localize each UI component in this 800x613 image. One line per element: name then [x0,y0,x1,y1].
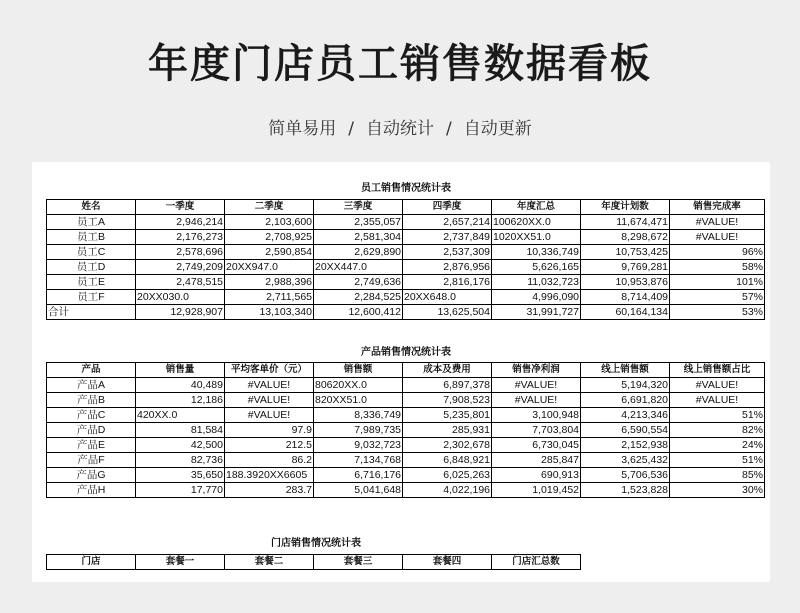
table-row [47,393,765,408]
table-cell[interactable]: 6,590,554 [581,423,670,438]
table-row [47,423,765,438]
table-cell[interactable]: 13,625,504 [403,305,492,320]
table-cell[interactable]: 4,022,196 [403,483,492,498]
table-cell[interactable]: 12,186 [136,393,225,408]
table-row [47,275,765,290]
table-cell[interactable]: 9,032,723 [314,438,403,453]
column-header[interactable]: 门店汇总数 [492,555,581,570]
table-cell[interactable]: 2,988,396 [225,275,314,290]
table-cell[interactable]: 420XX.0 [136,408,225,423]
table-cell[interactable]: 产品F [47,453,136,468]
table-cell[interactable]: 20XX447.0 [314,260,403,275]
table-cell[interactable]: 80620XX.0 [314,378,403,393]
table-cell[interactable]: #VALUE! [670,378,765,393]
table-cell[interactable]: 8,714,409 [581,290,670,305]
column-header[interactable]: 产品 [47,363,136,378]
table-cell[interactable]: #VALUE! [670,393,765,408]
column-header[interactable]: 销售净利润 [492,363,581,378]
table-cell[interactable]: 2,302,678 [403,438,492,453]
product-header-row [47,363,765,378]
table-row [47,230,765,245]
table-cell[interactable]: 产品C [47,408,136,423]
page-subtitle [0,114,800,139]
employee-table-title: 员工销售情况统计表 [361,183,451,194]
table-cell[interactable]: 30% [670,483,765,498]
table-cell[interactable]: 100620XX.0 [492,215,581,230]
table-cell[interactable]: 员工A [47,215,136,230]
column-header[interactable]: 套餐一 [136,555,225,570]
table-row [47,438,765,453]
table-cell[interactable]: 6,691,820 [581,393,670,408]
table-row [47,215,765,230]
table-cell[interactable]: 24% [670,438,765,453]
column-header[interactable]: 平均客单价（元） [225,363,314,378]
employee-rows [47,215,765,320]
subtitle-item: 自动统计 [366,119,434,139]
table-cell[interactable]: 188.3920XX6605 [225,468,314,483]
table-cell[interactable]: #VALUE! [492,378,581,393]
table-cell[interactable]: 2,749,209 [136,260,225,275]
table-cell[interactable]: 12,928,907 [136,305,225,320]
table-cell[interactable]: 212.5 [225,438,314,453]
table-cell[interactable]: 2,478,515 [136,275,225,290]
table-cell[interactable]: #VALUE! [670,230,765,245]
table-cell[interactable]: 13,103,340 [225,305,314,320]
store-header-row [47,555,581,570]
column-header[interactable]: 套餐三 [314,555,403,570]
column-header[interactable]: 年度汇总 [492,200,581,215]
table-cell[interactable]: 10,753,425 [581,245,670,260]
table-cell[interactable]: 员工E [47,275,136,290]
table-cell[interactable]: 85% [670,468,765,483]
table-cell[interactable]: 7,989,735 [314,423,403,438]
column-header[interactable]: 套餐四 [403,555,492,570]
subtitle-item: 简单易用 [268,119,337,139]
table-cell[interactable]: 5,706,536 [581,468,670,483]
table-cell[interactable]: #VALUE! [225,378,314,393]
table-cell[interactable]: 7,908,523 [403,393,492,408]
table-row [47,378,765,393]
table-cell[interactable]: 42,500 [136,438,225,453]
table-cell[interactable]: 81,584 [136,423,225,438]
table-cell[interactable]: 2,537,309 [403,245,492,260]
table-cell[interactable]: 2,629,890 [314,245,403,260]
table-cell[interactable]: 3,100,948 [492,408,581,423]
table-cell[interactable]: 1,523,828 [581,483,670,498]
column-header[interactable]: 线上销售额占比 [670,363,765,378]
table-cell[interactable]: 合计 [47,305,136,320]
table-cell[interactable]: 产品H [47,483,136,498]
table-cell[interactable]: 20XX648.0 [403,290,492,305]
table-cell[interactable]: 2,581,304 [314,230,403,245]
table-cell[interactable]: 产品G [47,468,136,483]
table-cell[interactable]: 2,816,176 [403,275,492,290]
table-cell[interactable]: 2,152,938 [581,438,670,453]
table-cell[interactable]: 11,674,471 [581,215,670,230]
table-cell[interactable]: 8,336,749 [314,408,403,423]
table-cell[interactable]: 6,897,378 [403,378,492,393]
table-cell[interactable]: 283.7 [225,483,314,498]
table-cell[interactable]: 690,913 [492,468,581,483]
table-cell[interactable]: 2,946,214 [136,215,225,230]
table-row [47,468,765,483]
column-header[interactable]: 门店 [47,555,136,570]
table-cell[interactable]: 员工F [47,290,136,305]
table-row [47,245,765,260]
table-cell[interactable]: 2,711,565 [225,290,314,305]
table-cell[interactable]: 31,991,727 [492,305,581,320]
column-header[interactable]: 销售量 [136,363,225,378]
table-cell[interactable]: 53% [670,305,765,320]
table-cell[interactable]: 2,876,956 [403,260,492,275]
table-cell[interactable]: 7,703,804 [492,423,581,438]
table-cell[interactable]: 5,235,801 [403,408,492,423]
table-cell[interactable]: 60,164,134 [581,305,670,320]
table-cell[interactable]: 58% [670,260,765,275]
table-cell[interactable]: 285,847 [492,453,581,468]
column-header[interactable]: 二季度 [225,200,314,215]
table-cell[interactable]: 5,626,165 [492,260,581,275]
table-cell[interactable]: 员工D [47,260,136,275]
table-cell[interactable]: 51% [670,408,765,423]
table-cell[interactable]: 101% [670,275,765,290]
table-cell[interactable]: 40,489 [136,378,225,393]
table-cell[interactable]: 10,336,749 [492,245,581,260]
table-row [47,305,765,320]
table-cell[interactable]: 产品A [47,378,136,393]
product-table [46,362,765,498]
table-cell[interactable]: 产品D [47,423,136,438]
table-cell[interactable]: 2,578,696 [136,245,225,260]
table-row [47,483,765,498]
table-cell[interactable]: #VALUE! [670,215,765,230]
column-header[interactable]: 一季度 [136,200,225,215]
table-cell[interactable]: 57% [670,290,765,305]
table-row [47,290,765,305]
table-row [47,453,765,468]
table-cell[interactable]: #VALUE! [492,393,581,408]
column-header[interactable]: 姓名 [47,200,136,215]
table-cell[interactable]: 2,737,849 [403,230,492,245]
column-header[interactable]: 销售完成率 [670,200,765,215]
column-header[interactable]: 销售额 [314,363,403,378]
table-cell[interactable]: 产品B [47,393,136,408]
table-cell[interactable]: 8,298,672 [581,230,670,245]
column-header[interactable]: 三季度 [314,200,403,215]
spreadsheet-sheet [32,162,770,582]
table-cell[interactable]: 产品E [47,438,136,453]
table-cell[interactable]: 20XX030.0 [136,290,225,305]
table-cell[interactable]: 2,176,273 [136,230,225,245]
table-cell[interactable]: 6,730,045 [492,438,581,453]
table-cell[interactable]: 96% [670,245,765,260]
table-cell[interactable]: 6,848,921 [403,453,492,468]
table-cell[interactable]: 17,770 [136,483,225,498]
store-table-title: 门店销售情况统计表 [271,538,361,549]
subtitle-separator: / [348,119,354,139]
table-cell[interactable]: 2,284,525 [314,290,403,305]
table-cell[interactable]: 2,657,214 [403,215,492,230]
table-cell[interactable]: 10,953,876 [581,275,670,290]
table-cell[interactable]: 51% [670,453,765,468]
column-header[interactable]: 四季度 [403,200,492,215]
employee-header-row [47,200,765,215]
table-cell[interactable]: 2,749,636 [314,275,403,290]
table-cell[interactable]: 12,600,412 [314,305,403,320]
table-cell[interactable]: 6,716,176 [314,468,403,483]
table-cell[interactable]: 97.9 [225,423,314,438]
table-cell[interactable]: 3,625,432 [581,453,670,468]
table-cell[interactable]: 员工B [47,230,136,245]
table-cell[interactable]: 82,736 [136,453,225,468]
table-cell[interactable]: 2,103,600 [225,215,314,230]
column-header[interactable]: 成本及费用 [403,363,492,378]
table-cell[interactable]: 4,996,090 [492,290,581,305]
product-rows [47,378,765,498]
table-cell[interactable]: 285,931 [403,423,492,438]
employee-table [46,199,765,320]
table-cell[interactable]: 员工C [47,245,136,260]
table-cell[interactable]: 2,355,057 [314,215,403,230]
table-cell[interactable]: 6,025,263 [403,468,492,483]
table-cell[interactable]: 9,769,281 [581,260,670,275]
table-cell[interactable]: 20XX947.0 [225,260,314,275]
table-cell[interactable]: 86.2 [225,453,314,468]
table-cell[interactable]: 35,650 [136,468,225,483]
subtitle-item: 自动更新 [463,119,532,139]
table-cell[interactable]: 820XX51.0 [314,393,403,408]
table-cell[interactable]: 7,134,768 [314,453,403,468]
table-cell[interactable]: 82% [670,423,765,438]
table-cell[interactable]: 2,708,925 [225,230,314,245]
store-table [46,554,581,570]
table-cell[interactable]: 4,213,346 [581,408,670,423]
column-header[interactable]: 线上销售额 [581,363,670,378]
table-cell[interactable]: 1020XX51.0 [492,230,581,245]
table-row [47,408,765,423]
page-title: 年度门店员工销售数据看板 [148,41,652,87]
table-cell[interactable]: 11,032,723 [492,275,581,290]
table-cell[interactable]: 2,590,854 [225,245,314,260]
table-cell[interactable]: 5,194,320 [581,378,670,393]
subtitle-separator: / [446,119,452,139]
table-cell[interactable]: 1,019,452 [492,483,581,498]
table-cell[interactable]: 5,041,648 [314,483,403,498]
table-cell[interactable]: #VALUE! [225,408,314,423]
table-row [47,260,765,275]
column-header[interactable]: 套餐二 [225,555,314,570]
table-cell[interactable]: #VALUE! [225,393,314,408]
column-header[interactable]: 年度计划数 [581,200,670,215]
product-table-title: 产品销售情况统计表 [361,347,451,358]
